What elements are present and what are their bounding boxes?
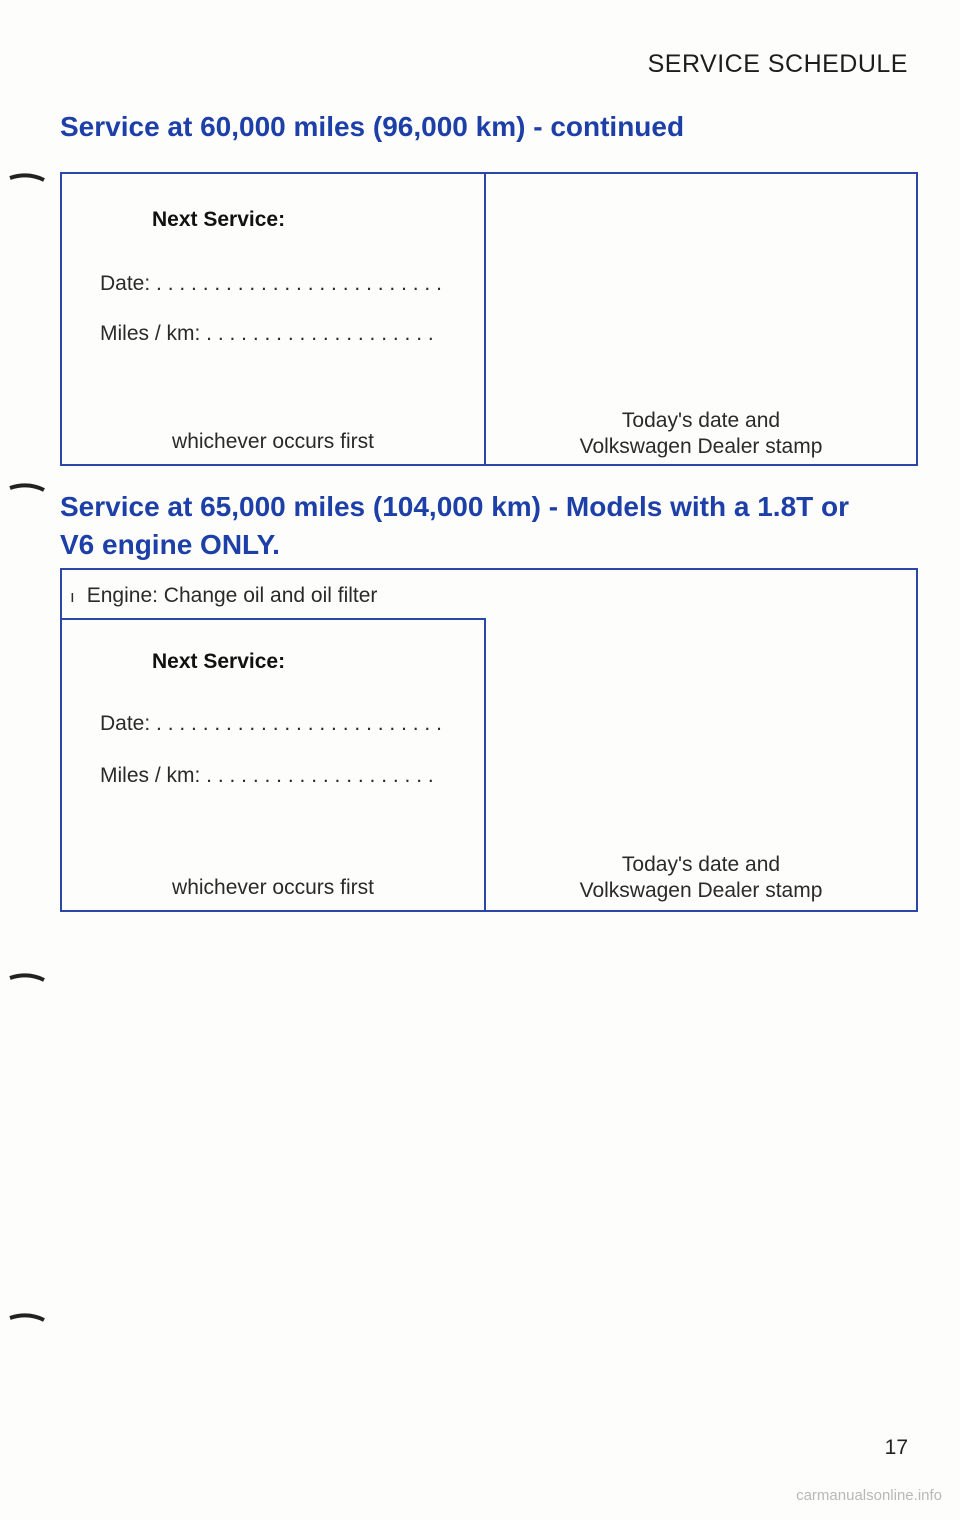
section-title-65000 bbox=[60, 488, 849, 564]
next-service-label: Next Service: bbox=[152, 208, 286, 231]
corner-mark-icon bbox=[8, 970, 46, 990]
stamp-line-2: Volkswagen Dealer stamp bbox=[579, 879, 823, 902]
date-field: Date: . . . . . . . . . . . . . . . . . . . . . . . . . bbox=[100, 712, 442, 735]
section-title-line-2: V6 engine ONLY. bbox=[60, 529, 280, 560]
next-service-label: Next Service: bbox=[152, 650, 286, 673]
item-separator bbox=[62, 618, 486, 620]
section-title-60000: Service at 60,000 miles (96,000 km) - continued bbox=[60, 111, 685, 142]
stamp-line-1: Today's date and bbox=[621, 409, 781, 432]
miles-km-field: Miles / km: . . . . . . . . . . . . . . . . . . . . bbox=[100, 764, 434, 787]
service-record-box bbox=[60, 568, 918, 912]
stamp-line-2: Volkswagen Dealer stamp bbox=[579, 435, 823, 458]
date-field: Date: . . . . . . . . . . . . . . . . . . . . . . . . . bbox=[100, 272, 442, 295]
section-title-line-1: Service at 65,000 miles (104,000 km) - Models with a 1.8T or bbox=[60, 491, 850, 522]
page-number: 17 bbox=[884, 1436, 908, 1459]
corner-mark-icon bbox=[8, 1310, 46, 1330]
service-record-box bbox=[60, 172, 918, 466]
item-marker: ı bbox=[70, 587, 75, 606]
whichever-note: whichever occurs first bbox=[172, 430, 374, 453]
stamp-line-1: Today's date and bbox=[621, 853, 781, 876]
corner-mark-icon bbox=[8, 480, 46, 500]
miles-km-field: Miles / km: . . . . . . . . . . . . . . . . . . . . bbox=[100, 322, 434, 345]
dealer-stamp-area bbox=[486, 852, 916, 904]
item-text: Engine: Change oil and oil filter bbox=[86, 584, 378, 607]
dealer-stamp-area bbox=[486, 408, 916, 460]
watermark: carmanualsonline.info bbox=[796, 1487, 942, 1504]
page-header: SERVICE SCHEDULE bbox=[647, 50, 908, 78]
whichever-note: whichever occurs first bbox=[172, 876, 374, 899]
corner-mark-icon bbox=[8, 170, 46, 190]
checklist-item bbox=[70, 584, 377, 608]
